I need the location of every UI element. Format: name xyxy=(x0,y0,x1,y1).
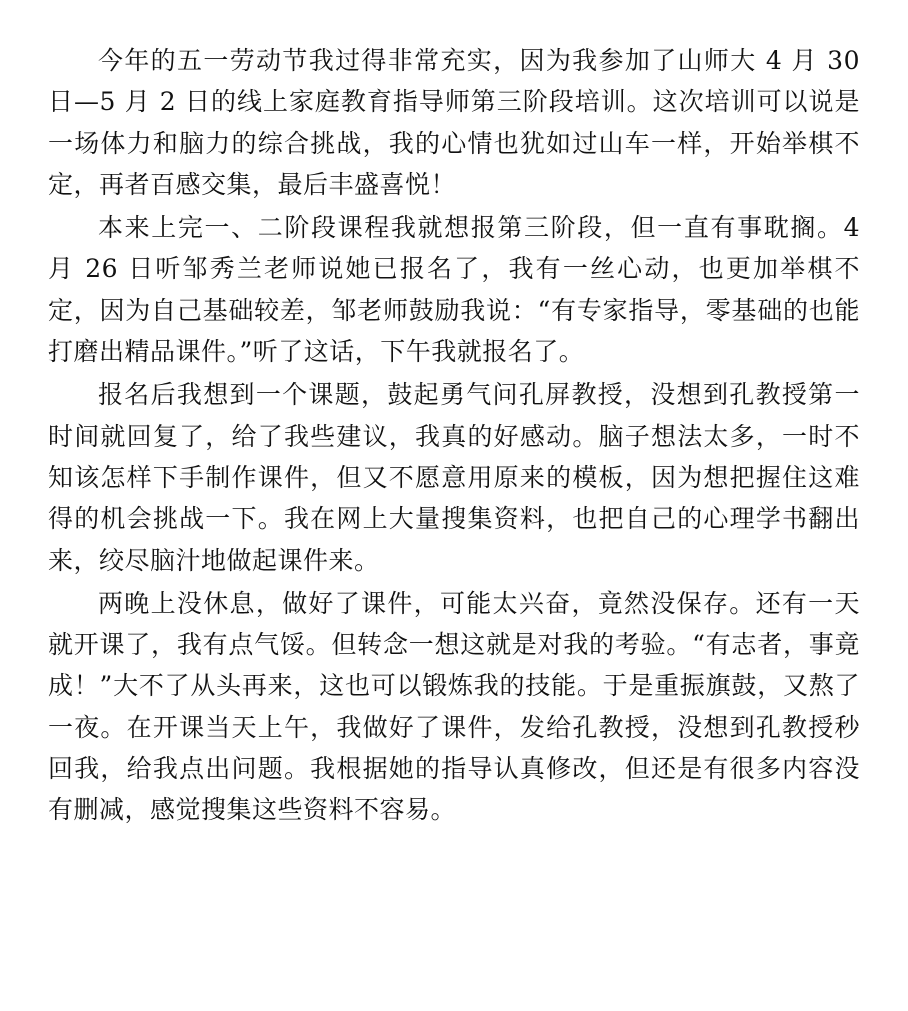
paragraph-4: 两晚上没休息，做好了课件，可能太兴奋，竟然没保存。还有一天就开课了，我有点气馁。但转念一想这就是对我的考验。“有志者，事竟成！”大不了从头再来，这也可以锻炼我的技能。于是重振旗鼓，又熬了一夜。在开课当天上午，我做好了课件，发给孔教授，没想到孔教授秒回我，给我点出问题。我根据她的指导认真修改，但还是有很多内容没有删减，感觉搜集这些资料不容易。 xyxy=(48,588,860,825)
paragraph-3: 报名后我想到一个课题，鼓起勇气问孔屏教授，没想到孔教授第一时间就回复了，给了我些建议，我真的好感动。脑子想法太多，一时不知该怎样下手制作课件，但又不愿意用原来的模板，因为想把握住这难得的机会挑战一下。我在网上大量搜集资料，也把自己的心理学书翻出来，绞尽脑汁地做起课件来。 xyxy=(48,380,860,575)
paragraph-1: 今年的五一劳动节我过得非常充实，因为我参加了山师大 4 月 30 日—5 月 2 日的线上家庭教育指导师第三阶段培训。这次培训可以说是一场体力和脑力的综合挑战，我的心情也犹如过山车一样，开始举棋不定，再者百感交集，最后丰盛喜悦！ xyxy=(48,46,860,199)
paragraph-2: 本来上完一、二阶段课程我就想报第三阶段，但一直有事耽搁。4 月 26 日听邹秀兰老师说她已报名了，我有一丝心动，也更加举棋不定，因为自己基础较差，邹老师鼓励我说：“有专家指导，零基础的也能打磨出精品课件。”听了这话，下午我就报名了。 xyxy=(48,213,860,367)
